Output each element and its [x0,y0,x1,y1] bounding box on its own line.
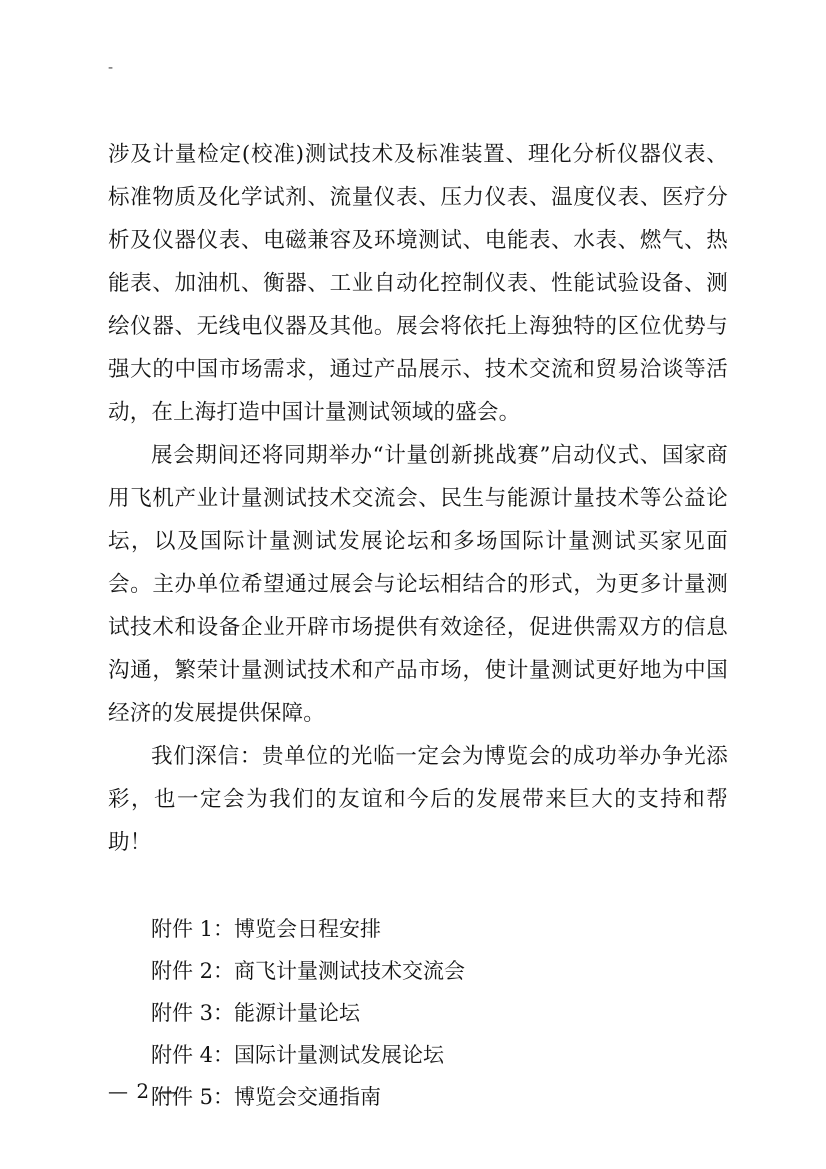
header-mark: - [108,58,114,76]
body-text [108,133,728,864]
document-content [108,58,728,1118]
attachment-list [108,908,728,1118]
attachment-item-2: 附件 2：商飞计量测试技术交流会 [151,959,466,983]
page-number: — 2 — [108,1079,179,1103]
attachment-item-1: 附件 1：博览会日程安排 [151,917,382,941]
paragraph-3: 我们深信：贵单位的光临一定会为博览会的成功举办争光添彩，也一定会为我们的友谊和今后的发展带来巨大的支持和帮助！ [108,744,728,855]
attachment-item-4: 附件 4：国际计量测试发展论坛 [151,1043,445,1067]
attachment-item-5: 附件 5：博览会交通指南 [151,1085,382,1109]
paragraph-1: 涉及计量检定(校准)测试技术及标准装置、理化分析仪器仪表、标准物质及化学试剂、流量仪表、压力仪表、温度仪表、医疗分析及仪器仪表、电磁兼容及环境测试、电能表、水表、燃气、热能表、加油机、衡器、工业自动化控制仪表、性能试验设备、测绘仪器、无线电仪器及其他。展会将依托上海独特的区位优势与强大的中国市场需求，通过产品展示、技术交流和贸易洽谈等活动，在上海打造中国计量测试领域的盛会。 [108,142,728,425]
attachment-item-3: 附件 3：能源计量论坛 [151,1001,361,1025]
paragraph-2: 展会期间还将同期举办“计量创新挑战赛”启动仪式、国家商用飞机产业计量测试技术交流会、民生与能源计量技术等公益论坛，以及国际计量测试发展论坛和多场国际计量测试买家见面会。主办单位希望通过展会与论坛相结合的形式，为更多计量测试技术和设备企业开辟市场提供有效途径，促进供需双方的信息沟通，繁荣计量测试技术和产品市场，使计量测试更好地为中国经济的发展提供保障。 [108,443,728,726]
